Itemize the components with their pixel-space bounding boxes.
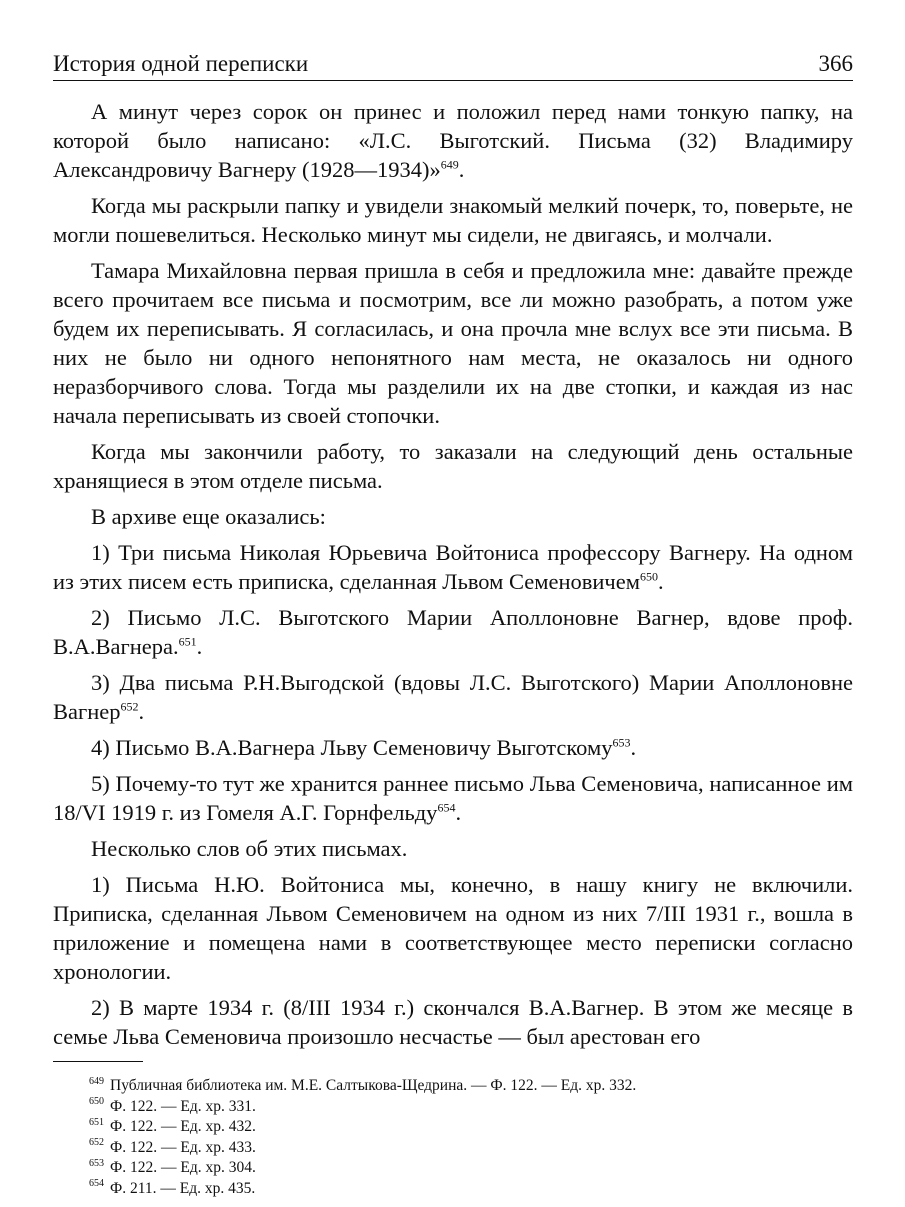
footnote-ref: 653 — [612, 735, 631, 750]
running-title: История одной переписки — [53, 51, 309, 76]
book-page — [53, 50, 853, 1199]
paragraph: Тамара Михайловна первая пришла в себя и предложила мне: давайте прежде всего прочитаем все письма и посмотрим, все ли можно разобрать, а потом уже будем их переписывать. Я согласилась, и она прочла мне вслух все эти письма. В них не было ни одного непонятного нам места, не оказалось ни одного неразборчивого слова. Тогда мы разделили их на две стопки, и каждая из нас начала переписывать из своей стопочки. — [53, 258, 853, 428]
footnote-ref: 654 — [437, 800, 456, 815]
list-item: 2) Письмо Л.С. Выготского Марии Аполлоновне Вагнер, вдове проф. В.А.Вагнера.$^{651}$. — [53, 605, 853, 659]
paragraph: А минут через сорок он принес и положил перед нами тонкую папку, на которой было написано: «Л.С. Выготский. Письма (32) Владимиру Александровичу Вагнеру (1928—1934)»$^{649}$. — [53, 99, 853, 182]
footnotes — [53, 1076, 853, 1199]
footnote-ref: 650 — [639, 569, 658, 584]
running-header — [53, 50, 853, 81]
footnote-ref: 649 — [440, 157, 459, 172]
footnote-ref: 651 — [178, 634, 197, 649]
footnote: $^{652}$ Ф. 122. — Ед. хр. 433. — [89, 1137, 256, 1156]
body-text — [53, 97, 853, 1051]
list-item: 3) Два письма Р.Н.Выгодской (вдовы Л.С. Выготского) Марии Аполлоновне Вагнер$^{652}$. — [53, 670, 853, 724]
list-item: 1) Три письма Николая Юрьевича Войтониса профессору Вагнеру. На одном из этих писем есть приписка, сделанная Львом Семеновичем$^{650}$. — [53, 540, 853, 594]
footnote-ref: 652 — [120, 699, 139, 714]
footnote: $^{651}$ Ф. 122. — Ед. хр. 432. — [89, 1116, 256, 1135]
footnote: $^{653}$ Ф. 122. — Ед. хр. 304. — [89, 1157, 256, 1176]
footnote: $^{649}$ Публичная библиотека им. М.Е. Салтыкова-Щедрина. — Ф. 122. — Ед. хр. 332. — [89, 1075, 637, 1094]
footnote-divider — [53, 1061, 143, 1062]
paragraph: В архиве еще оказались: — [91, 504, 326, 529]
page-number: 366 — [818, 51, 853, 76]
list-item: 4) Письмо В.А.Вагнера Льву Семеновичу Выготскому$^{653}$. — [91, 735, 637, 760]
footnote: $^{654}$ Ф. 211. — Ед. хр. 435. — [89, 1178, 256, 1197]
paragraph: Когда мы раскрыли папку и увидели знакомый мелкий почерк, то, поверьте, не могли пошевелиться. Несколько минут мы сидели, не двигаясь, и молчали. — [53, 193, 853, 247]
list-item: 2) В марте 1934 г. (8/III 1934 г.) скончался В.А.Вагнер. В этом же месяце в семье Льва Семеновича произошло несчастье — был арестован его — [53, 995, 853, 1049]
list-item: 5) Почему-то тут же хранится раннее письмо Льва Семеновича, написанное им 18/VI 1919 г. из Гомеля А.Г. Горнфельду$^{654}$. — [53, 771, 853, 825]
list-item: 1) Письма Н.Ю. Войтониса мы, конечно, в нашу книгу не включили. Приписка, сделанная Львом Семеновичем на одном из них 7/III 1931 г., вошла в приложение и помещена нами в соответствующее место переписки согласно хронологии. — [53, 872, 853, 984]
footnote: $^{650}$ Ф. 122. — Ед. хр. 331. — [89, 1096, 256, 1115]
paragraph: Несколько слов об этих письмах. — [91, 836, 408, 861]
paragraph: Когда мы закончили работу, то заказали на следующий день остальные хранящиеся в этом отделе письма. — [53, 439, 853, 493]
